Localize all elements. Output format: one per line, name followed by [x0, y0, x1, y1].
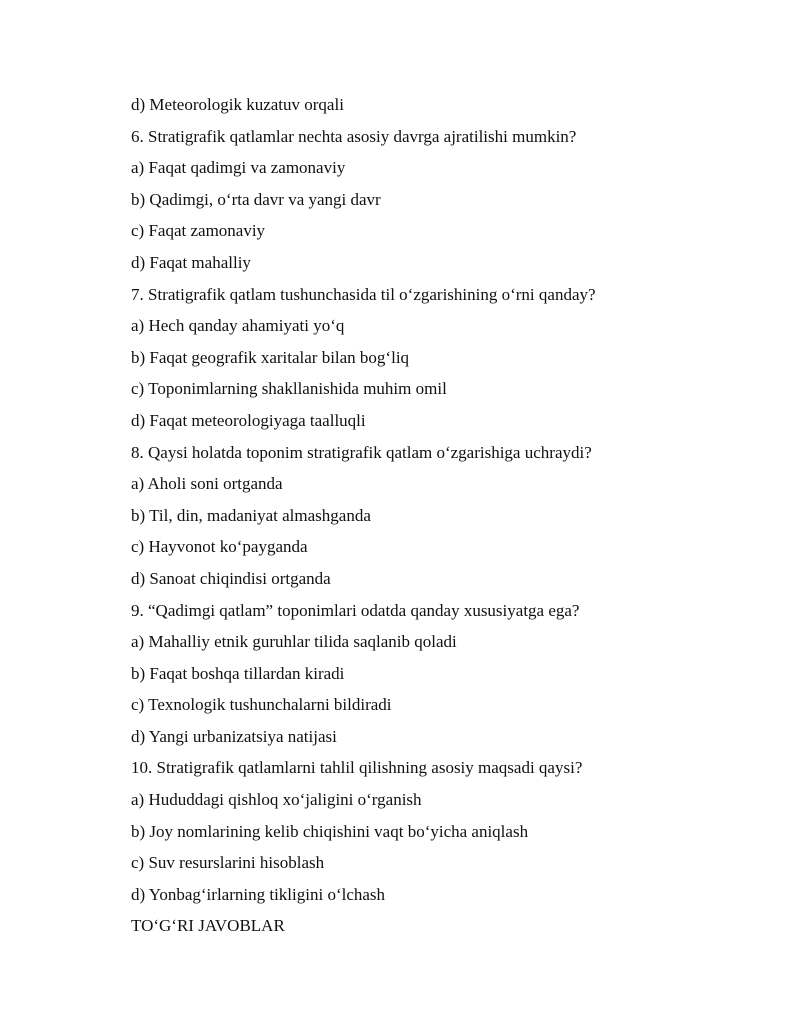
answer-option-6c: c) Faqat zamonaviy — [131, 221, 266, 241]
answer-option-9c: c) Texnologik tushunchalarni bildiradi — [131, 695, 392, 715]
answer-option-10b: b) Joy nomlarining kelib chiqishini vaqt bo‘yicha aniqlash — [131, 821, 529, 841]
answer-option-8b: b) Til, din, madaniyat almashganda — [131, 505, 371, 525]
document-body — [131, 89, 751, 942]
answer-option-8d: d) Sanoat chiqindisi ortganda — [131, 568, 331, 588]
answer-option-9d: d) Yangi urbanizatsiya natijasi — [131, 726, 337, 746]
answer-option-6b: b) Qadimgi, o‘rta davr va yangi davr — [131, 189, 381, 209]
answer-option-10a: a) Hududdagi qishloq xo‘jaligini o‘rganish — [131, 790, 422, 810]
question-9: 9. “Qadimgi qatlam” toponimlari odatda qanday xususiyatga ega? — [131, 600, 580, 620]
answer-option-7d: d) Faqat meteorologiyaga taalluqli — [131, 410, 366, 430]
question-6: 6. Stratigrafik qatlamlar nechta asosiy davrga ajratilishi mumkin? — [131, 126, 577, 146]
answer-option-9b: b) Faqat boshqa tillardan kiradi — [131, 663, 345, 683]
answer-option-7b: b) Faqat geografik xaritalar bilan bog‘liq — [131, 347, 410, 367]
question-7: 7. Stratigrafik qatlam tushunchasida til o‘zgarishining o‘rni qanday? — [131, 284, 596, 304]
answer-option-6d-prev: d) Meteorologik kuzatuv orqali — [131, 95, 344, 114]
question-10: 10. Stratigrafik qatlamlarni tahlil qilishning asosiy maqsadi qaysi? — [131, 758, 583, 778]
answer-option-6d: d) Faqat mahalliy — [131, 252, 251, 272]
section-heading-correct-answers: TO‘G‘RI JAVOBLAR — [131, 916, 285, 936]
answer-option-6a: a) Faqat qadimgi va zamonaviy — [131, 158, 346, 178]
answer-option-7a: a) Hech qanday ahamiyati yo‘q — [131, 316, 345, 336]
answer-option-8a: a) Aholi soni ortganda — [131, 474, 283, 494]
answer-option-8c: c) Hayvonot ko‘payganda — [131, 537, 308, 557]
question-8: 8. Qaysi holatda toponim stratigrafik qatlam o‘zgarishiga uchraydi? — [131, 442, 592, 462]
answer-option-10d: d) Yonbag‘irlarning tikligini o‘lchash — [131, 884, 386, 904]
answer-option-7c: c) Toponimlarning shakllanishida muhim omil — [131, 379, 447, 399]
answer-option-10c: c) Suv resurslarini hisoblash — [131, 853, 325, 873]
answer-option-9a: a) Mahalliy etnik guruhlar tilida saqlanib qoladi — [131, 632, 457, 652]
